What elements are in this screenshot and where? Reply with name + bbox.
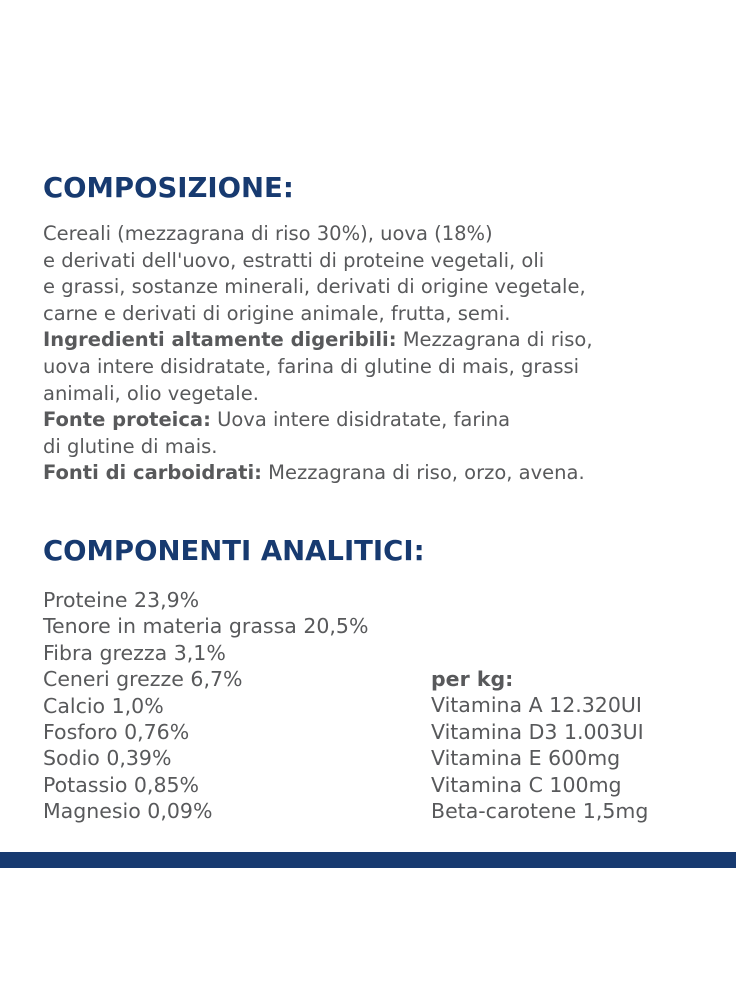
composition-heading: COMPOSIZIONE: — [43, 172, 294, 204]
vitamin-item: Beta-carotene 1,5mg — [431, 799, 649, 824]
analytical-component: Calcio 1,0% — [43, 693, 164, 718]
digestible-ingredients-text: uova intere disidratate, farina di glutine di mais, grassi — [43, 354, 580, 378]
analytical-component: Fosforo 0,76% — [43, 720, 190, 745]
analytical-component: Potassio 0,85% — [43, 772, 200, 797]
carb-sources-text: Mezzagrana di riso, orzo, avena. — [261, 461, 585, 485]
analytical-component: Tenore in materia grassa 20,5% — [43, 614, 369, 639]
digestible-ingredients-label: Ingredienti altamente digeribili: — [43, 328, 397, 352]
composition-line: Cereali (mezzagrana di riso 30%), uova (18%) — [43, 222, 493, 245]
vitamin-item: Vitamina C 100mg — [431, 772, 622, 797]
digestible-ingredients-text: animali, olio vegetale. — [43, 381, 259, 405]
analytical-component: Magnesio 0,09% — [43, 799, 213, 824]
digestible-ingredients-text: Mezzagrana di riso, — [396, 328, 593, 352]
carb-sources-label: Fonti di carboidrati: — [43, 461, 262, 485]
bottom-divider-bar — [0, 852, 736, 868]
analytical-component: Proteine 23,9% — [43, 588, 200, 612]
protein-source-line — [43, 407, 703, 434]
analytical-component: Sodio 0,39% — [43, 746, 172, 771]
per-kg-label: per kg: — [431, 667, 514, 691]
composition-text — [43, 221, 703, 487]
analytics-heading: COMPONENTI ANALITICI: — [43, 535, 425, 567]
composition-line: e grassi, sostanze minerali, derivati di origine vegetale, — [43, 275, 586, 299]
composition-line: carne e derivati di origine animale, frutta, semi. — [43, 301, 511, 325]
protein-source-label: Fonte proteica: — [43, 408, 211, 432]
digestible-ingredients-line — [43, 327, 703, 354]
carb-sources-line — [43, 460, 703, 487]
vitamin-item: Vitamina E 600mg — [431, 746, 621, 771]
analytical-component: Fibra grezza 3,1% — [43, 640, 226, 665]
protein-source-text: Uova intere disidratate, farina — [210, 408, 511, 432]
vitamin-item: Vitamina D3 1.003UI — [431, 719, 644, 744]
composition-line: e derivati dell'uovo, estratti di proteine vegetali, oli — [43, 248, 545, 272]
analytical-components-list — [43, 587, 368, 825]
vitamins-list — [431, 666, 648, 824]
protein-source-text: di glutine di mais. — [43, 434, 218, 458]
vitamin-item: Vitamina A 12.320UI — [431, 693, 642, 718]
analytical-component: Ceneri grezze 6,7% — [43, 667, 243, 692]
